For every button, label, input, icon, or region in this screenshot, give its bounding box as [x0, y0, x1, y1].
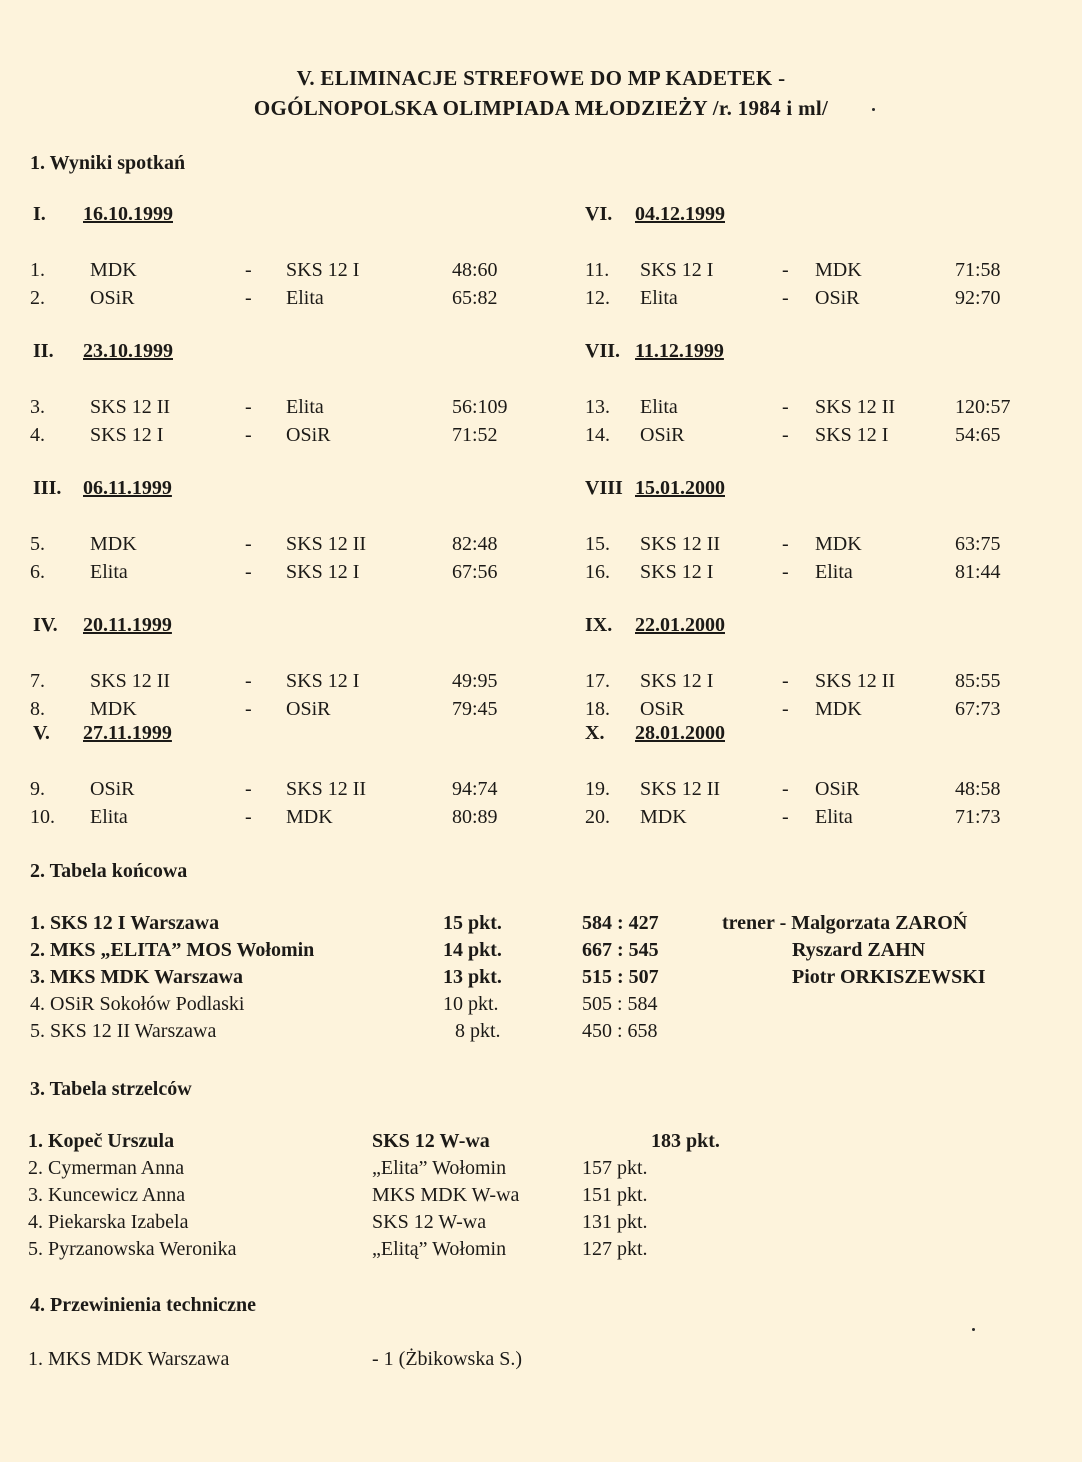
standings-row	[0, 939, 1082, 965]
round-date: 16.10.1999	[83, 203, 173, 225]
round-number: III.	[33, 477, 62, 499]
dash: -	[245, 259, 252, 281]
dash: -	[245, 533, 252, 555]
home-team: OSiR	[90, 287, 135, 309]
points: 183 pkt.	[651, 1130, 720, 1152]
match-row	[0, 396, 1082, 422]
scorer-row	[0, 1238, 1082, 1264]
away-team: SKS 12 II	[815, 396, 896, 418]
match-row	[0, 778, 1082, 804]
away-team: MDK	[815, 533, 862, 555]
round-header	[585, 614, 725, 637]
club-name: „Elitą” Wołomin	[372, 1238, 507, 1260]
basket-balance: 667 : 545	[582, 939, 659, 961]
score: 71:73	[955, 806, 1001, 828]
title-line-1: V. ELIMINACJE STREFOWE DO MP KADETEK -	[296, 66, 786, 90]
match-number: 6.	[30, 561, 45, 583]
dash: -	[782, 778, 789, 800]
standings-row	[0, 1020, 1082, 1046]
player-name: 2. Cymerman Anna	[28, 1157, 185, 1179]
away-team: Elita	[815, 806, 853, 828]
score: 85:55	[955, 670, 1001, 692]
points: 8 pkt.	[455, 1020, 501, 1042]
dash: -	[245, 698, 252, 720]
basket-balance: 584 : 427	[582, 912, 659, 934]
score: 67:56	[452, 561, 498, 583]
player-name: 4. Piekarska Izabela	[28, 1211, 189, 1233]
dash: -	[782, 806, 789, 828]
match-number: 18.	[585, 698, 610, 720]
home-team: SKS 12 I	[90, 424, 164, 446]
away-team: SKS 12 II	[815, 670, 896, 692]
round-header	[33, 722, 172, 745]
club-name: „Elita” Wołomin	[372, 1157, 507, 1179]
match-row	[0, 670, 1082, 696]
match-row	[0, 287, 1082, 313]
club-name: SKS 12 W-wa	[372, 1211, 487, 1233]
points: 131 pkt.	[582, 1211, 648, 1233]
home-team: OSiR	[90, 778, 135, 800]
standings-row	[0, 966, 1082, 992]
match-number: 19.	[585, 778, 610, 800]
score: 92:70	[955, 287, 1001, 309]
away-team: SKS 12 I	[286, 670, 360, 692]
match-number: 2.	[30, 287, 45, 309]
home-team: SKS 12 II	[90, 396, 171, 418]
team-name: 3. MKS MDK Warszawa	[30, 966, 243, 988]
round-date: 20.11.1999	[83, 614, 172, 636]
home-team: SKS 12 II	[90, 670, 171, 692]
basket-balance: 505 : 584	[582, 993, 658, 1015]
away-team: OSiR	[286, 698, 331, 720]
match-number: 9.	[30, 778, 45, 800]
match-number: 17.	[585, 670, 610, 692]
round-number: IV.	[33, 614, 58, 636]
score: 82:48	[452, 533, 498, 555]
round-header	[585, 340, 724, 363]
points: 10 pkt.	[443, 993, 499, 1015]
home-team: MDK	[90, 533, 137, 555]
round-number: V.	[33, 722, 50, 744]
team-name: 5. SKS 12 II Warszawa	[30, 1020, 217, 1042]
club-name: MKS MDK W-wa	[372, 1184, 520, 1206]
score: 71:52	[452, 424, 498, 446]
player-name: 1. Kopeč Urszula	[28, 1130, 175, 1152]
score: 63:75	[955, 533, 1001, 555]
technical-foul-row	[0, 1348, 1082, 1374]
score: 54:65	[955, 424, 1001, 446]
title-line-2: OGÓLNOPOLSKA OLIMPIADA MŁODZIEŻY /r. 1984 i ml/	[253, 96, 829, 120]
score: 67:73	[955, 698, 1001, 720]
away-team: MDK	[286, 806, 333, 828]
section-heading-scorers: 3. Tabela strzelców	[30, 1078, 192, 1100]
dash: -	[782, 396, 789, 418]
points: 13 pkt.	[443, 966, 502, 988]
standings-row	[0, 912, 1082, 938]
team-name: 1. SKS 12 I Warszawa	[30, 912, 220, 934]
home-team: OSiR	[640, 424, 685, 446]
score: 56:109	[452, 396, 508, 418]
team-name: 4. OSiR Sokołów Podlaski	[30, 993, 245, 1015]
away-team: OSiR	[815, 778, 860, 800]
score: 120:57	[955, 396, 1011, 418]
match-number: 11.	[585, 259, 610, 281]
round-header	[33, 477, 172, 500]
away-team: MDK	[815, 698, 862, 720]
scorer-row	[0, 1184, 1082, 1210]
club-name: SKS 12 W-wa	[372, 1130, 490, 1152]
away-team: SKS 12 I	[815, 424, 889, 446]
away-team: Elita	[815, 561, 853, 583]
dash: -	[245, 424, 252, 446]
round-header	[585, 722, 725, 745]
points: 127 pkt.	[582, 1238, 648, 1260]
paper-speck	[872, 108, 875, 111]
match-number: 1.	[30, 259, 45, 281]
home-team: MDK	[90, 698, 137, 720]
round-date: 11.12.1999	[635, 340, 724, 362]
home-team: SKS 12 II	[640, 533, 721, 555]
round-date: 15.01.2000	[635, 477, 725, 499]
score: 48:58	[955, 778, 1001, 800]
points: 151 pkt.	[582, 1184, 648, 1206]
match-row	[0, 259, 1082, 285]
dash: -	[782, 259, 789, 281]
home-team: MDK	[640, 806, 687, 828]
match-row	[0, 806, 1082, 832]
score: 49:95	[452, 670, 498, 692]
score: 79:45	[452, 698, 498, 720]
points: 15 pkt.	[443, 912, 502, 934]
scorer-row	[0, 1130, 1082, 1156]
match-row	[0, 424, 1082, 450]
dash: -	[245, 396, 252, 418]
round-date: 22.01.2000	[635, 614, 725, 636]
match-row	[0, 698, 1082, 724]
player-name: 3. Kuncewicz Anna	[28, 1184, 186, 1206]
dash: -	[245, 287, 252, 309]
match-number: 12.	[585, 287, 610, 309]
score: 81:44	[955, 561, 1001, 583]
away-team: SKS 12 II	[286, 778, 367, 800]
scorer-row	[0, 1157, 1082, 1183]
home-team: OSiR	[640, 698, 685, 720]
coach-name: Ryszard ZAHN	[792, 939, 926, 961]
score: 71:58	[955, 259, 1001, 281]
basket-balance: 515 : 507	[582, 966, 659, 988]
home-team: SKS 12 I	[640, 561, 714, 583]
score: 65:82	[452, 287, 498, 309]
team-name: 1. MKS MDK Warszawa	[28, 1348, 230, 1370]
section-heading-technical-fouls: 4. Przewinienia techniczne	[30, 1294, 257, 1316]
away-team: Elita	[286, 287, 324, 309]
round-date: 04.12.1999	[635, 203, 725, 225]
coach-name: Piotr ORKISZEWSKI	[792, 966, 986, 988]
dash: -	[782, 424, 789, 446]
match-number: 14.	[585, 424, 610, 446]
away-team: SKS 12 I	[286, 561, 360, 583]
round-number: VII.	[585, 340, 621, 362]
away-team: OSiR	[286, 424, 331, 446]
dash: -	[782, 561, 789, 583]
match-number: 3.	[30, 396, 45, 418]
home-team: SKS 12 I	[640, 670, 714, 692]
home-team: Elita	[90, 806, 128, 828]
score: 48:60	[452, 259, 498, 281]
away-team: Elita	[286, 396, 324, 418]
match-number: 20.	[585, 806, 610, 828]
dash: -	[782, 533, 789, 555]
points: 14 pkt.	[443, 939, 502, 961]
round-number: IX.	[585, 614, 613, 636]
dash: -	[782, 670, 789, 692]
points: 157 pkt.	[582, 1157, 648, 1179]
paper-speck	[972, 1328, 975, 1331]
round-header	[33, 614, 172, 637]
dash: -	[245, 670, 252, 692]
team-name: 2. MKS „ELITA” MOS Wołomin	[30, 939, 315, 961]
match-row	[0, 533, 1082, 559]
round-header	[585, 203, 725, 226]
match-number: 10.	[30, 806, 55, 828]
coach-name: trener - Malgorzata ZAROŃ	[722, 912, 968, 934]
standings-row	[0, 993, 1082, 1019]
score: 94:74	[452, 778, 498, 800]
away-team: OSiR	[815, 287, 860, 309]
section-heading-final-table: 2. Tabela końcowa	[30, 860, 188, 882]
home-team: MDK	[90, 259, 137, 281]
match-number: 5.	[30, 533, 45, 555]
round-number: I.	[33, 203, 46, 225]
match-row	[0, 561, 1082, 587]
home-team: Elita	[90, 561, 128, 583]
dash: -	[782, 698, 789, 720]
away-team: SKS 12 II	[286, 533, 367, 555]
dash: -	[245, 778, 252, 800]
round-number: VIII	[585, 477, 623, 499]
away-team: MDK	[815, 259, 862, 281]
dash: -	[245, 561, 252, 583]
round-date: 06.11.1999	[83, 477, 172, 499]
away-team: SKS 12 I	[286, 259, 360, 281]
match-number: 16.	[585, 561, 610, 583]
player-name: 5. Pyrzanowska Weronika	[28, 1238, 237, 1260]
round-header	[33, 340, 173, 363]
round-date: 27.11.1999	[83, 722, 172, 744]
round-date: 28.01.2000	[635, 722, 725, 744]
match-number: 7.	[30, 670, 45, 692]
scorer-row	[0, 1211, 1082, 1237]
round-number: VI.	[585, 203, 613, 225]
match-number: 4.	[30, 424, 45, 446]
home-team: Elita	[640, 287, 678, 309]
home-team: SKS 12 II	[640, 778, 721, 800]
home-team: SKS 12 I	[640, 259, 714, 281]
round-header	[33, 203, 173, 226]
score: 80:89	[452, 806, 498, 828]
match-number: 13.	[585, 396, 610, 418]
home-team: Elita	[640, 396, 678, 418]
dash: -	[782, 287, 789, 309]
round-number: II.	[33, 340, 54, 362]
dash: -	[245, 806, 252, 828]
round-header	[585, 477, 725, 500]
round-date: 23.10.1999	[83, 340, 173, 362]
match-number: 8.	[30, 698, 45, 720]
section-heading-results: 1. Wyniki spotkań	[30, 152, 186, 174]
basket-balance: 450 : 658	[582, 1020, 658, 1042]
round-number: X.	[585, 722, 605, 744]
foul-detail: - 1 (Żbikowska S.)	[372, 1348, 522, 1370]
match-number: 15.	[585, 533, 610, 555]
